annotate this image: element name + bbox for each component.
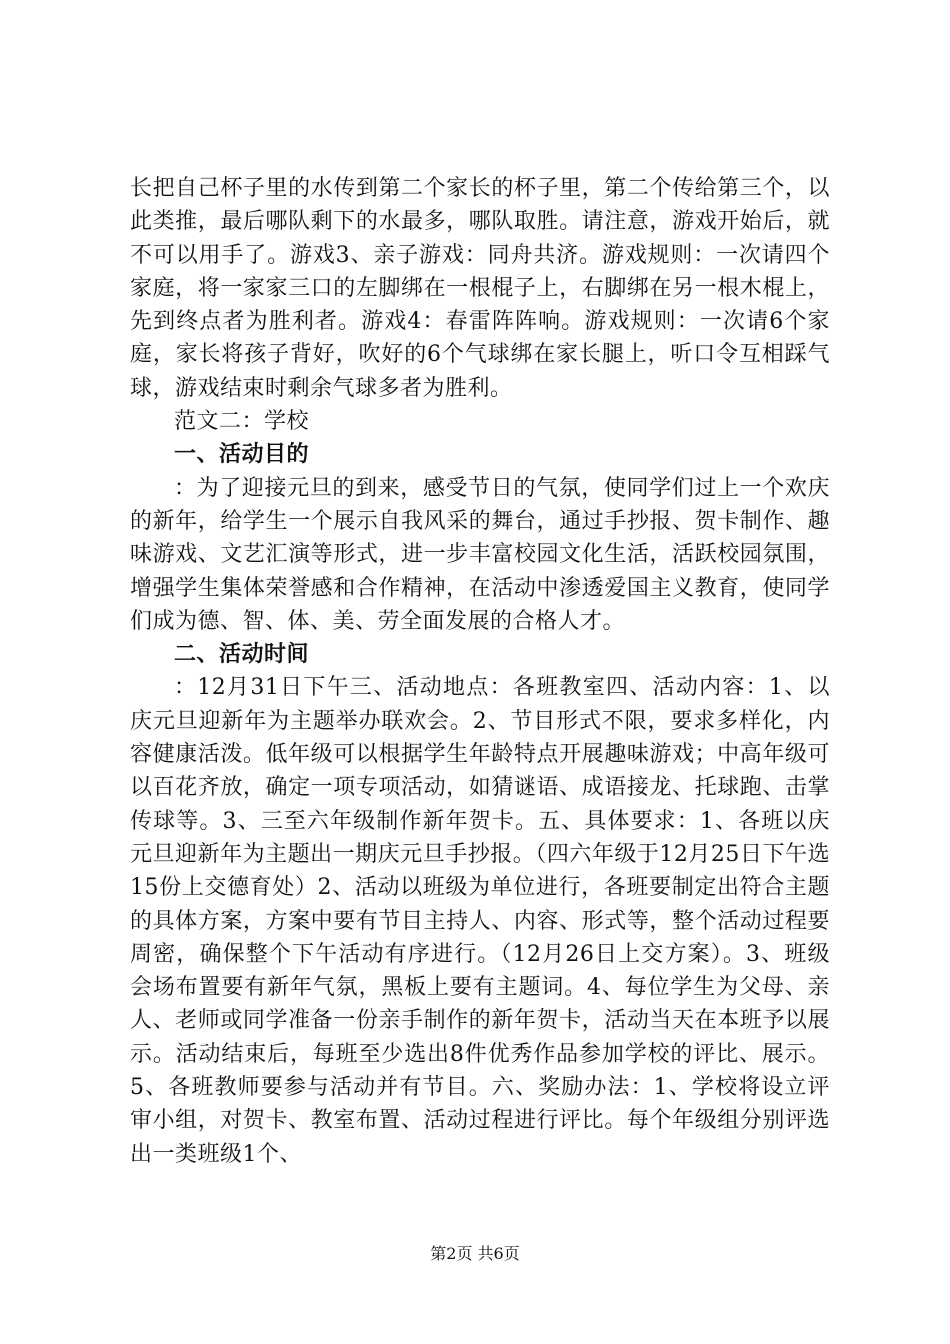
body-paragraph: ：12月31日下午三、活动地点：各班教室四、活动内容：1、以庆元旦迎新年为主题举办联欢会。2、节目形式不限，要求多样化，内容健康活泼。低年级可以根据学生年龄特点开展趣味游戏；中高年级可以百花齐放，确定一项专项活动，如猜谜语、成语接龙、托球跑、击掌传球等。3、三至六年级制作新年贺卡。五、具体要求：1、各班以庆元旦迎新年为主题出一期庆元旦手抄报。（四六年级于12月25日下午选15份上交德育处）2、活动以班级为单位进行，各班要制定出符合主题的具体方案，方案中要有节目主持人、内容、形式等，整个活动过程要周密，确保整个下午活动有序进行。（12月26日上交方案）。3、班级会场布置要有新年气氛，黑板上要有主题词。4、每位学生为父母、亲人、老师或同学准备一份亲手制作的新年贺卡，活动当天在本班予以展示。活动结束后，每班至少选出8件优秀作品参加学校的评比、展示。5、各班教师要参与活动并有节目。六、奖励办法：1、学校将设立评审小组，对贺卡、教室布置、活动过程进行评比。每个年级组分别评选出一类班级1个、 xyxy=(130,675,830,1167)
page-footer: 第2页 共6页 xyxy=(430,1244,520,1263)
section-heading: 一、活动目的 xyxy=(174,442,310,468)
body-paragraph: ：为了迎接元旦的到来，感受节日的气氛，使同学们过上一个欢庆的新年，给学生一个展示自我风采的舞台，通过手抄报、贺卡制作、趣味游戏、文艺汇演等形式，进一步丰富校园文化生活，活跃校园氛围，增强学生集体荣誉感和合作精神，在活动中渗透爱国主义教育，使同学们成为德、智、体、美、劳全面发展的合格人才。 xyxy=(130,475,830,634)
section-heading: 二、活动时间 xyxy=(174,642,310,668)
body-paragraph: 长把自己杯子里的水传到第二个家长的杯子里，第二个传给第三个，以此类推，最后哪队剩下的水最多，哪队取胜。请注意，游戏开始后，就不可以用手了。游戏3、亲子游戏：同舟共济。游戏规则：一次请四个家庭，将一家家三口的左脚绑在一根棍子上，右脚绑在另一根木棍上，先到终点者为胜利者。游戏4：春雷阵阵响。游戏规则：一次请6个家庭，家长将孩子背好，吹好的6个气球绑在家长腿上，听口令互相踩气球，游戏结束时剩余气球多者为胜利。 xyxy=(130,176,830,401)
section-label: 范文二：学校 xyxy=(174,409,310,435)
document-body xyxy=(130,172,830,1171)
